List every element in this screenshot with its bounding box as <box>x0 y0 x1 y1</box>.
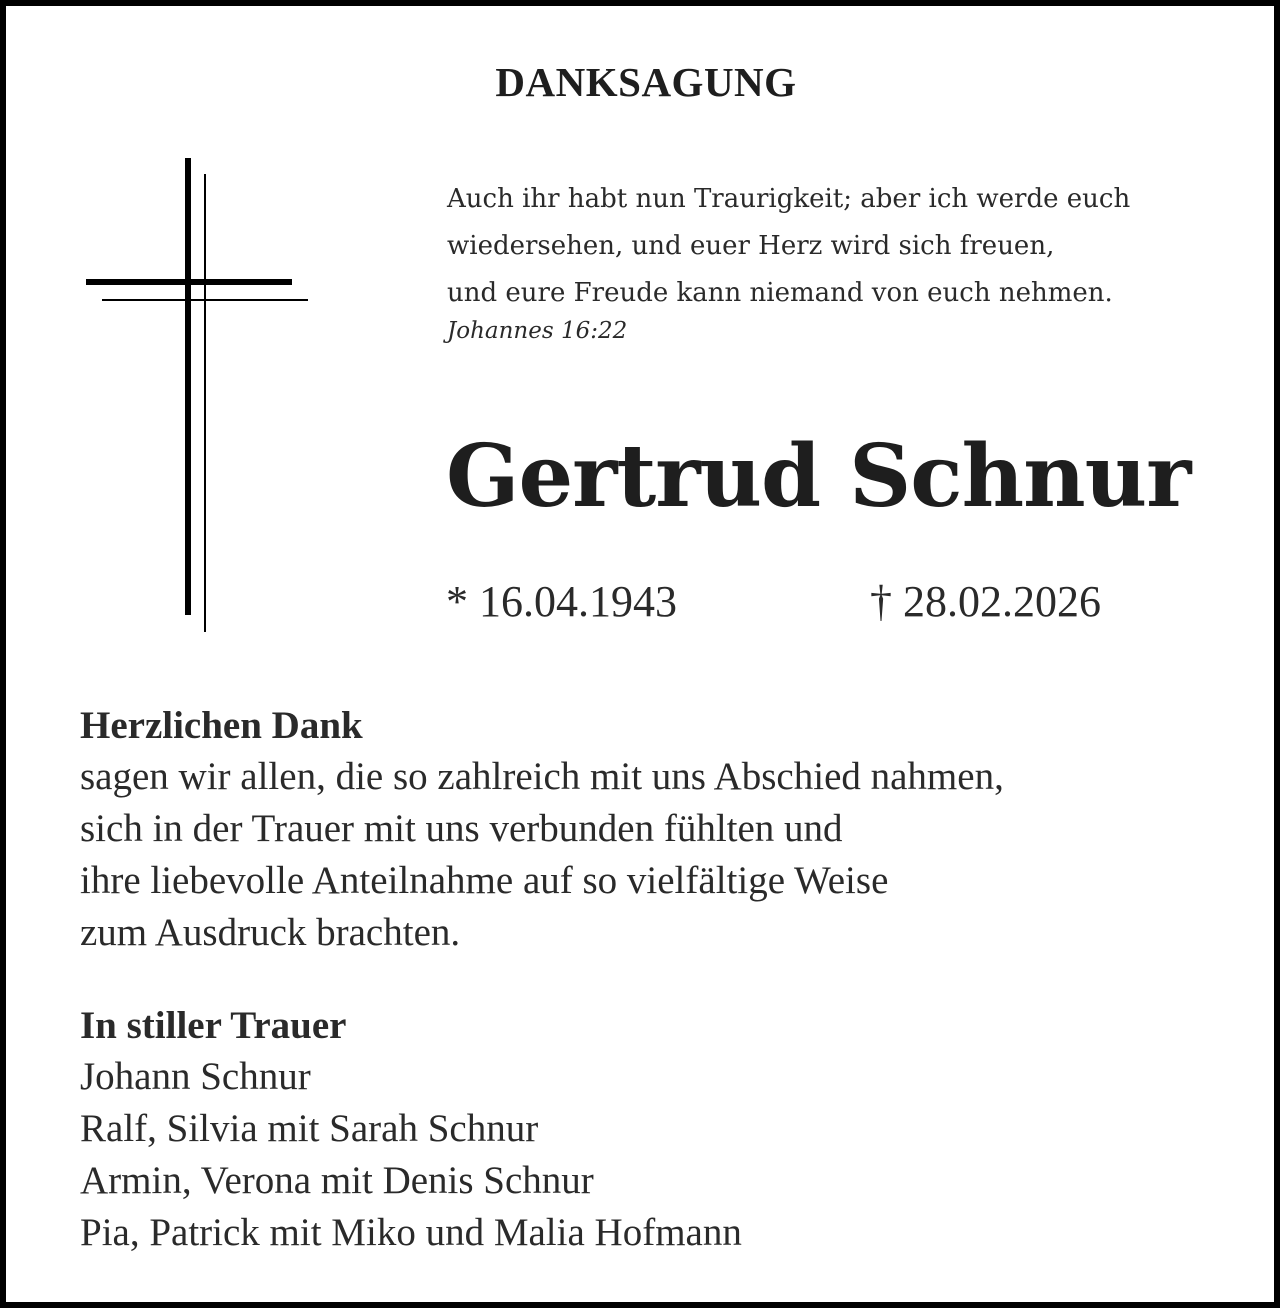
mourners-section <box>80 1001 1230 1259</box>
verse-reference: Johannes 16:22 <box>447 318 628 344</box>
page-title: DANKSAGUNG <box>495 59 797 105</box>
thanks-line: ihre liebevolle Anteilnahme auf so vielfältige Weise <box>80 859 889 902</box>
verse-line: Auch ihr habt nun Traurigkeit; aber ich werde euch <box>447 184 1131 214</box>
cross-icon <box>84 156 314 636</box>
mourners-heading: In stiller Trauer <box>80 1004 347 1047</box>
thanks-section <box>80 701 1230 959</box>
bible-verse <box>447 176 1207 317</box>
thanks-line: zum Ausdruck brachten. <box>80 911 461 954</box>
death-date: † 28.02.2026 <box>870 577 1101 626</box>
thanks-heading: Herzlichen Dank <box>80 704 363 747</box>
thanks-line: sich in der Trauer mit uns verbunden fühlten und <box>80 807 843 850</box>
thanks-line: sagen wir allen, die so zahlreich mit uns Abschied nahmen, <box>80 755 1004 798</box>
mourner-name: Armin, Verona mit Denis Schnur <box>80 1159 594 1202</box>
verse-line: wiedersehen, und euer Herz wird sich freuen, <box>447 231 1055 261</box>
verse-line: und eure Freude kann niemand von euch nehmen. <box>447 278 1113 308</box>
mourner-name: Pia, Patrick mit Miko und Malia Hofmann <box>80 1211 742 1254</box>
deceased-name: Gertrud Schnur <box>446 426 1191 527</box>
mourner-name: Johann Schnur <box>80 1055 311 1098</box>
birth-date: * 16.04.1943 <box>446 577 677 626</box>
mourner-name: Ralf, Silvia mit Sarah Schnur <box>80 1107 539 1150</box>
